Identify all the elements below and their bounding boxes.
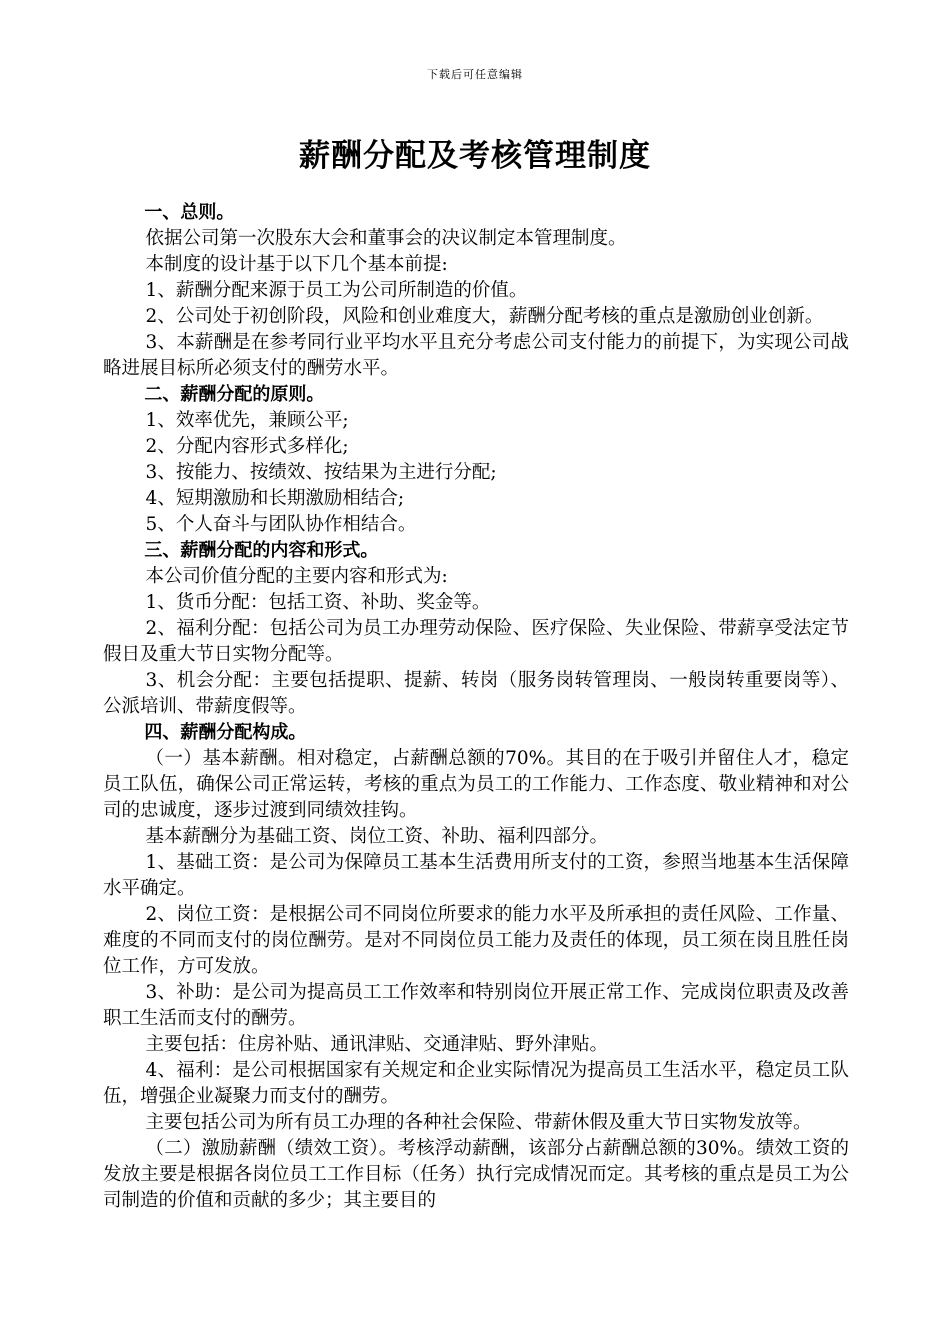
paragraph: 3、按能力、按绩效、按结果为主进行分配; [145,462,497,483]
page-header-note: 下载后可任意编辑 [427,68,523,81]
paragraph: 3、补助：是公司为提高员工工作效率和特别岗位开展正常工作、完成岗位职责及改善职工生活而支付的酬劳。 [103,982,849,1029]
paragraph: 2、分配内容形式多样化; [145,436,349,457]
paragraph: 1、效率优先，兼顾公平; [145,410,349,431]
paragraph: 3、机会分配：主要包括提职、提薪、转岗（服务岗转管理岗、一般岗转重要岗等）、公派培训、带薪度假等。 [103,670,849,717]
document-body [103,200,849,1214]
paragraph: 4、短期激励和长期激励相结合; [145,488,405,509]
section-heading: 一、总则。 [144,202,235,223]
paragraph: 1、基础工资：是公司为保障员工基本生活费用所支付的工资，参照当地基本生活保障水平确定。 [103,852,849,899]
paragraph: 2、岗位工资：是根据公司不同岗位所要求的能力水平及所承担的责任风险、工作量、难度的不同而支付的岗位酬劳。是对不同岗位员工能力及责任的体现，员工须在岗且胜任岗位工作，方可发放。 [103,904,849,977]
paragraph: 本公司价值分配的主要内容和形式为: [145,566,448,587]
section-heading: 三、薪酬分配的内容和形式。 [144,540,379,561]
paragraph: （二）激励薪酬（绩效工资）。考核浮动薪酬，该部分占薪酬总额的30%。绩效工资的发放主要是根据各岗位员工工作目标（任务）执行完成情况而定。其考核的重点是员工为公司制造的价值和贡献的多少；其主要目的 [103,1138,849,1211]
paragraph: 2、福利分配：包括公司为员工办理劳动保险、医疗保险、失业保险、带薪享受法定节假日及重大节日实物分配等。 [103,618,849,665]
paragraph: 本制度的设计基于以下几个基本前提: [145,254,448,275]
paragraph: 3、本薪酬是在参考同行业平均水平且充分考虑公司支付能力的前提下，为实现公司战略进展目标所必须支付的酬劳水平。 [103,332,849,379]
paragraph: （一）基本薪酬。相对稳定，占薪酬总额的70%。其目的在于吸引并留住人才，稳定员工队伍，确保公司正常运转，考核的重点为员工的工作能力、工作态度、敬业精神和对公司的忠诚度，逐步过渡到同绩效挂钩。 [103,748,849,821]
paragraph: 2、公司处于初创阶段，风险和创业难度大，薪酬分配考核的重点是激励创业创新。 [145,306,824,327]
paragraph: 依据公司第一次股东大会和董事会的决议制定本管理制度。 [145,228,627,249]
paragraph: 基本薪酬分为基础工资、岗位工资、补助、福利四部分。 [145,826,609,847]
section-heading: 四、薪酬分配构成。 [144,722,307,743]
paragraph: 1、薪酬分配来源于员工为公司所制造的价值。 [145,280,528,301]
paragraph: 主要包括公司为所有员工办理的各种社会保险、带薪休假及重大节日实物发放等。 [145,1112,812,1133]
paragraph: 主要包括：住房补贴、通讯津贴、交通津贴、野外津贴。 [145,1034,609,1055]
paragraph: 5、个人奋斗与团队协作相结合。 [145,514,417,535]
section-heading: 二、薪酬分配的原则。 [144,384,325,405]
paragraph: 4、福利：是公司根据国家有关规定和企业实际情况为提高员工生活水平，稳定员工队伍，增强企业凝聚力而支付的酬劳。 [103,1060,849,1107]
paragraph: 1、货币分配：包括工资、补助、奖金等。 [145,592,491,613]
document-title: 薪酬分配及考核管理制度 [299,138,651,174]
